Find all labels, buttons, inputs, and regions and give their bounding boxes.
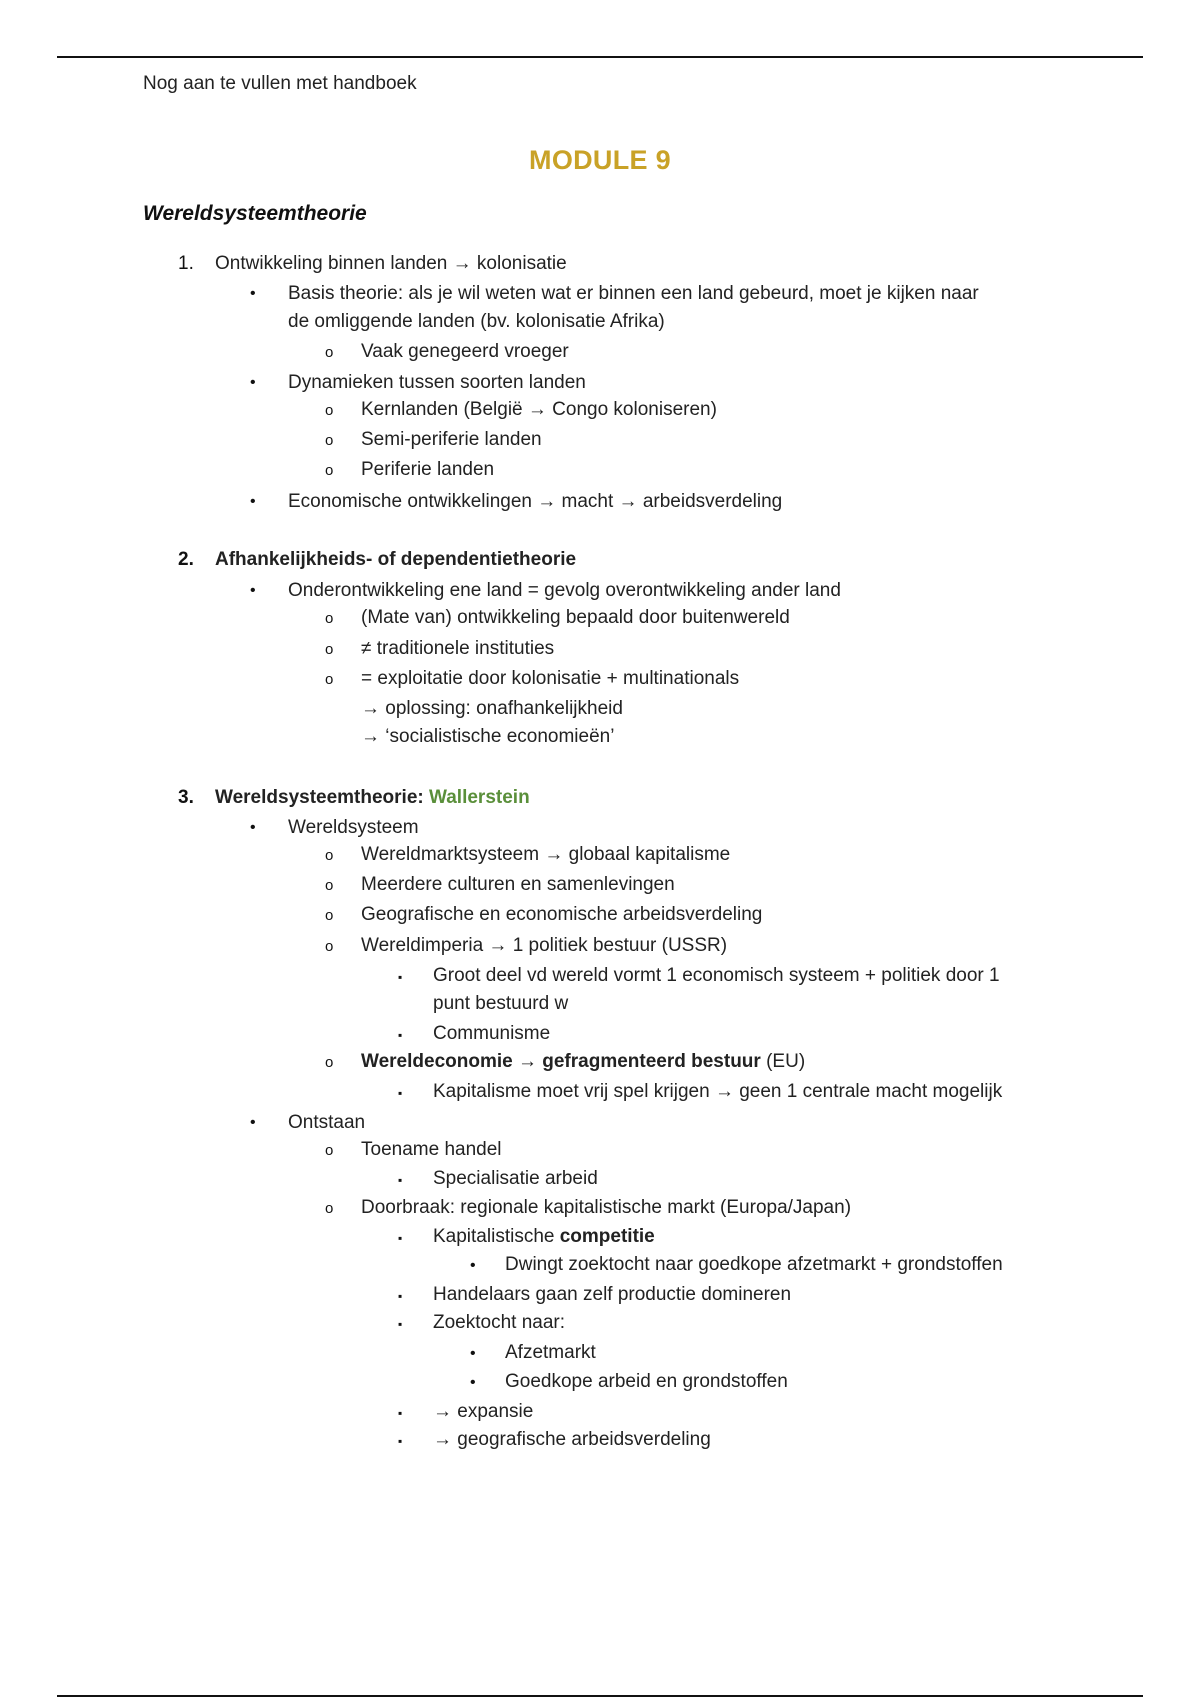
circle-marker: o	[325, 1142, 334, 1159]
square-marker: ▪	[398, 1028, 403, 1042]
square-marker: ▪	[398, 1406, 403, 1420]
list-item: Toename handel	[361, 1139, 502, 1160]
bullet-marker: •	[250, 285, 256, 302]
section-heading: Wereldsysteemtheorie	[143, 202, 367, 225]
list-item: → geografische arbeidsverdeling	[433, 1429, 711, 1450]
circle-marker: o	[325, 432, 334, 449]
list-item: Geografische en economische arbeidsverdeling	[361, 904, 763, 925]
author-name: Wallerstein	[429, 787, 530, 808]
list-item-continuation: → ‘socialistische economieën’	[361, 726, 615, 747]
section1-title: Ontwikkeling binnen landen → kolonisatie	[215, 253, 567, 274]
list-item: Dwingt zoektocht naar goedkope afzetmarkt + grondstoffen	[505, 1254, 1003, 1275]
list-item: Meerdere culturen en samenlevingen	[361, 874, 675, 895]
top-rule	[57, 56, 1143, 58]
circle-marker: o	[325, 462, 334, 479]
list-item: Communisme	[433, 1023, 551, 1044]
square-marker: ▪	[398, 970, 403, 984]
bullet-marker: •	[470, 1374, 476, 1391]
list-item-continuation: de omliggende landen (bv. kolonisatie Afrika)	[288, 311, 665, 332]
circle-marker: o	[325, 344, 334, 361]
circle-marker: o	[325, 610, 334, 627]
list-item: Afzetmarkt	[505, 1342, 596, 1363]
square-marker: ▪	[398, 1289, 403, 1303]
header-note: Nog aan te vullen met handboek	[143, 73, 417, 94]
list-number: 2.	[178, 549, 194, 570]
list-item: Goedkope arbeid en grondstoffen	[505, 1371, 788, 1392]
list-item: Zoektocht naar:	[433, 1312, 566, 1333]
list-item: Specialisatie arbeid	[433, 1168, 598, 1189]
bullet-marker: •	[250, 582, 256, 599]
bullet-marker: •	[250, 819, 256, 836]
competitie-bold: competitie	[559, 1226, 655, 1247]
list-item: Kernlanden (België → Congo koloniseren)	[361, 399, 717, 420]
bullet-marker: •	[250, 374, 256, 391]
module-title: MODULE 9	[529, 145, 671, 175]
circle-marker: o	[325, 641, 334, 658]
circle-marker: o	[325, 1054, 334, 1071]
list-item: Vaak genegeerd vroeger	[361, 341, 569, 362]
square-marker: ▪	[398, 1231, 403, 1245]
list-item: → expansie	[433, 1401, 534, 1422]
list-item: Wereldimperia → 1 politiek bestuur (USSR)	[361, 935, 728, 956]
list-item: Kapitalisme moet vrij spel krijgen → geen 1 centrale macht mogelijk	[433, 1081, 1003, 1102]
circle-marker: o	[325, 847, 334, 864]
list-item: Wereldmarktsysteem → globaal kapitalisme	[361, 844, 731, 865]
circle-marker: o	[325, 877, 334, 894]
list-item: Onderontwikkeling ene land = gevolg overontwikkeling ander land	[288, 580, 841, 601]
list-item: Ontstaan	[288, 1112, 366, 1133]
circle-marker: o	[325, 907, 334, 924]
circle-marker: o	[325, 1200, 334, 1217]
list-item-continuation: → oplossing: onafhankelijkheid	[361, 698, 623, 719]
section2-title: Afhankelijkheids- of dependentietheorie	[215, 549, 577, 570]
circle-marker: o	[325, 938, 334, 955]
list-number: 1.	[178, 253, 194, 274]
square-marker: ▪	[398, 1173, 403, 1187]
list-item: (Mate van) ontwikkeling bepaald door buitenwereld	[361, 607, 790, 628]
list-item: Dynamieken tussen soorten landen	[288, 372, 586, 393]
list-item: Economische ontwikkelingen → macht → arbeidsverdeling	[288, 491, 783, 512]
list-item: = exploitatie door kolonisatie + multinationals	[361, 668, 740, 689]
wereldeconomie-rest: (EU)	[760, 1051, 806, 1072]
list-number: 3.	[178, 787, 194, 808]
list-item: Groot deel vd wereld vormt 1 economisch systeem + politiek door 1	[433, 965, 1000, 986]
bullet-marker: •	[250, 493, 256, 510]
square-marker: ▪	[398, 1086, 403, 1100]
list-item: Periferie landen	[361, 459, 495, 480]
list-item	[361, 1049, 805, 1075]
section3-title	[215, 785, 530, 811]
section3-title-text: Wereldsysteemtheorie:	[215, 787, 424, 808]
circle-marker: o	[325, 671, 334, 688]
bullet-marker: •	[470, 1257, 476, 1274]
bottom-rule	[57, 1695, 1143, 1697]
bullet-marker: •	[470, 1345, 476, 1362]
competitie-plain: Kapitalistische	[433, 1226, 560, 1247]
list-item: Wereldsysteem	[288, 817, 419, 838]
list-item: Handelaars gaan zelf productie domineren	[433, 1284, 792, 1305]
square-marker: ▪	[398, 1317, 403, 1331]
wereldeconomie-bold: Wereldeconomie → gefragmenteerd bestuur	[361, 1051, 761, 1072]
circle-marker: o	[325, 402, 334, 419]
bullet-marker: •	[250, 1114, 256, 1131]
list-item: Basis theorie: als je wil weten wat er binnen een land gebeurd, moet je kijken naar	[288, 283, 979, 304]
list-item: Doorbraak: regionale kapitalistische markt (Europa/Japan)	[361, 1197, 852, 1218]
list-item: ≠ traditionele instituties	[361, 638, 555, 659]
square-marker: ▪	[398, 1434, 403, 1448]
list-item: Semi-periferie landen	[361, 429, 542, 450]
list-item	[433, 1224, 655, 1250]
list-item-continuation: punt bestuurd w	[433, 993, 569, 1014]
